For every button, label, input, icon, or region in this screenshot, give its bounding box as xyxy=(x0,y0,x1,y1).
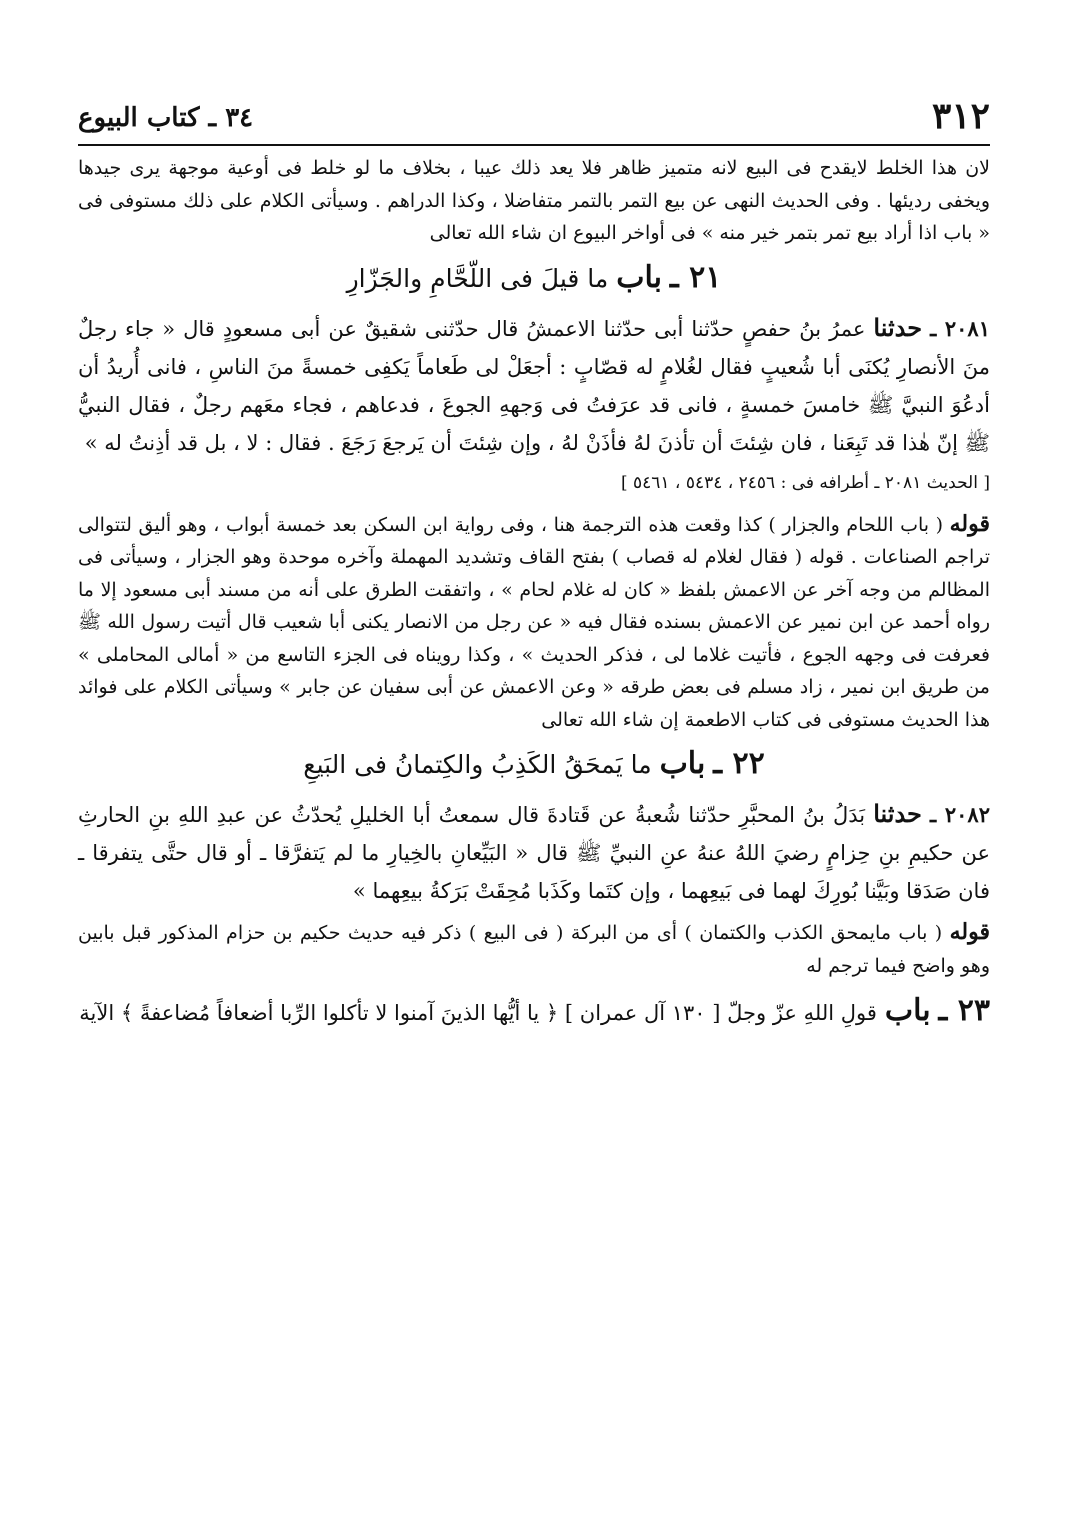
running-header xyxy=(78,92,990,146)
bab-21-commentary xyxy=(78,508,990,737)
hadith-2081-haddathana: حدثنا xyxy=(873,312,923,342)
bab-23-heading xyxy=(78,992,990,1032)
bab-22-number: ٢٢ ـ xyxy=(713,746,765,781)
hadith-2081-text: عمرُ بنُ حفصٍ حدّثنا أبى حدّثنا الاعمشُ قال حدّثنى شقيقٌ عن أبى مسعودٍ قال « جاء رجلٌ منَ الأنصارِ يُكنَى أبا شُعيبٍ فقال لغُلامٍ له قصّابٍ : أجعَلْ لى طَعاماً يَكفِى خمسةً منَ الناسِ ، فانى أُريدُ أن أدعُوَ النبيَّ ﷺ خامسَ خمسةٍ ، فانى قد عرَفتُ فى وَجههِ الجوعَ ، فدعاهم ، فجاء معَهم رجلٌ ، فقال النبيُّ ﷺ إنّ هٰذا قد تَبِعَنا ، فان شِئتَ أن تأذنَ لهُ فأذَنْ لهُ ، وإن شِئتَ أن يَرجعَ رَجَعَ . فقال : لا ، بل قد أذِنتُ له » xyxy=(78,316,990,455)
bab-22-word: باب xyxy=(659,746,706,781)
bab-23-word: باب xyxy=(884,993,931,1028)
bab-21-title: ما قيلَ فى اللّحَّامِ والجَزّارِ xyxy=(346,263,609,293)
hadith-2081-number: ٢٠٨١ ـ xyxy=(930,315,990,341)
hadith-2082-haddathana: حدثنا xyxy=(873,799,922,828)
hadith-2082-number: ٢٠٨٢ ـ xyxy=(929,802,990,827)
hadith-2081-references: [ الحديث ٢٠٨١ ـ أطرافه فى : ٢٤٥٦ ، ٥٤٣٤ ، ٥٤٦١ ] xyxy=(620,472,990,493)
bab-23-number: ٢٣ ـ xyxy=(938,993,990,1028)
bab-22-title: ما يَمحَقُ الكَذِبُ والكِتمانُ فى البَيعِ xyxy=(303,750,652,779)
hadith-2082-text: بَدَلُ بنُ المحبَّرِ حدّثنا شُعبةُ عن قَتادةَ قال سمعتُ أبا الخليلِ يُحدّثُ عن عبدِ اللهِ بنِ الحارثِ عن حكيمِ بنِ حِزامٍ رضيَ اللهُ عنهُ عنِ النبيِّ ﷺ قال « البَيِّعانِ بالخِيارِ ما لم يَتفرَّقا ـ أو قال حتَّى يتفرقا ـ فان صَدَقا وبَيَّنا بُورِكَ لهما فى بَيعِهما ، وإن كتَما وكَذَبا مُحِقَتْ بَرَكةُ بيعِهما » xyxy=(78,803,990,903)
bab-22-commentary-text: ( باب مايمحق الكذب والكتمان ) أى من البركة ( فى البيع ) ذكر فيه حديث حكيم بن حزام المذكور قبل بابين وهو واضح فيما ترجم له xyxy=(78,922,990,977)
hadith-2081 xyxy=(78,309,990,462)
bab-21-commentary-text: ( باب اللحام والجزار ) كذا وقعت هذه الترجمة هنا ، وفى رواية ابن السكن بعد خمسة أبواب ، وهو أليق لتتوالى تراجم الصناعات . قوله ( فقال لغلام له قصاب ) بفتح القاف وتشديد المهملة وآخره موحدة وهو الجزار ، وسيأتى فى المظالم من وجه آخر عن الاعمش بلفظ « كان له غلام لحام » ، واتفقت الطرق على أنه من مسند أبى مسعود إلا ما رواه أحمد عن ابن نمير عن الاعمش بسنده فقال فيه « عن رجل من الانصار يكنى أبا شعيب قال أتيت رسول الله ﷺ فعرفت فى وجهه الجوع ، فأتيت غلاما لى ، فذكر الحديث » ، وكذا رويناه فى الجزء التاسع من « أمالى المحاملى » من طريق ابن نمير ، زاد مسلم فى بعض طرقه « وعن الاعمش عن أبى سفيان عن جابر » وسيأتى الكلام على فوائد هذا الحديث مستوفى فى كتاب الاطعمة إن شاء الله تعالى xyxy=(78,513,990,731)
page xyxy=(78,92,990,1492)
book-title: ٣٤ ـ كتاب البيوع xyxy=(78,103,254,133)
bab-21-number: ٢١ ـ xyxy=(669,259,722,295)
bab-21-qawluh: قوله xyxy=(949,510,990,537)
bab-22-qawluh: قوله xyxy=(949,919,991,945)
bab-21-word: باب xyxy=(616,259,662,295)
bab-22-commentary xyxy=(78,916,990,982)
hadith-2082 xyxy=(78,795,990,910)
bab-22-heading xyxy=(78,742,990,787)
intro-paragraph: لان هذا الخلط لايقدح فى البيع لانه متميز ظاهر فلا يعد ذلك عيبا ، بخلاف ما لو خلط فى أوعية موجهة يرى جيدها ويخفى رديئها . وفى الحديث النهى عن بيع التمر بالتمر متفاضلا ، وكذا الدراهم . وسيأتى الكلام على ذلك مستوفى فى « باب اذا أراد بيع تمر بتمر خير منه » فى أواخر البيوع ان شاء الله تعالى xyxy=(78,157,990,244)
bab-23-title: قولِ اللهِ عزّ وجلّ [ ١٣٠ آل عمران ] ﴿ يا أيُّها الذينَ آمنوا لا تأكلوا الرِّبا أضعافاً مُضاعفةً ﴾ الآية xyxy=(79,1001,877,1025)
page-number: ٣١٢ xyxy=(931,95,990,137)
bab-21-heading xyxy=(78,256,990,301)
